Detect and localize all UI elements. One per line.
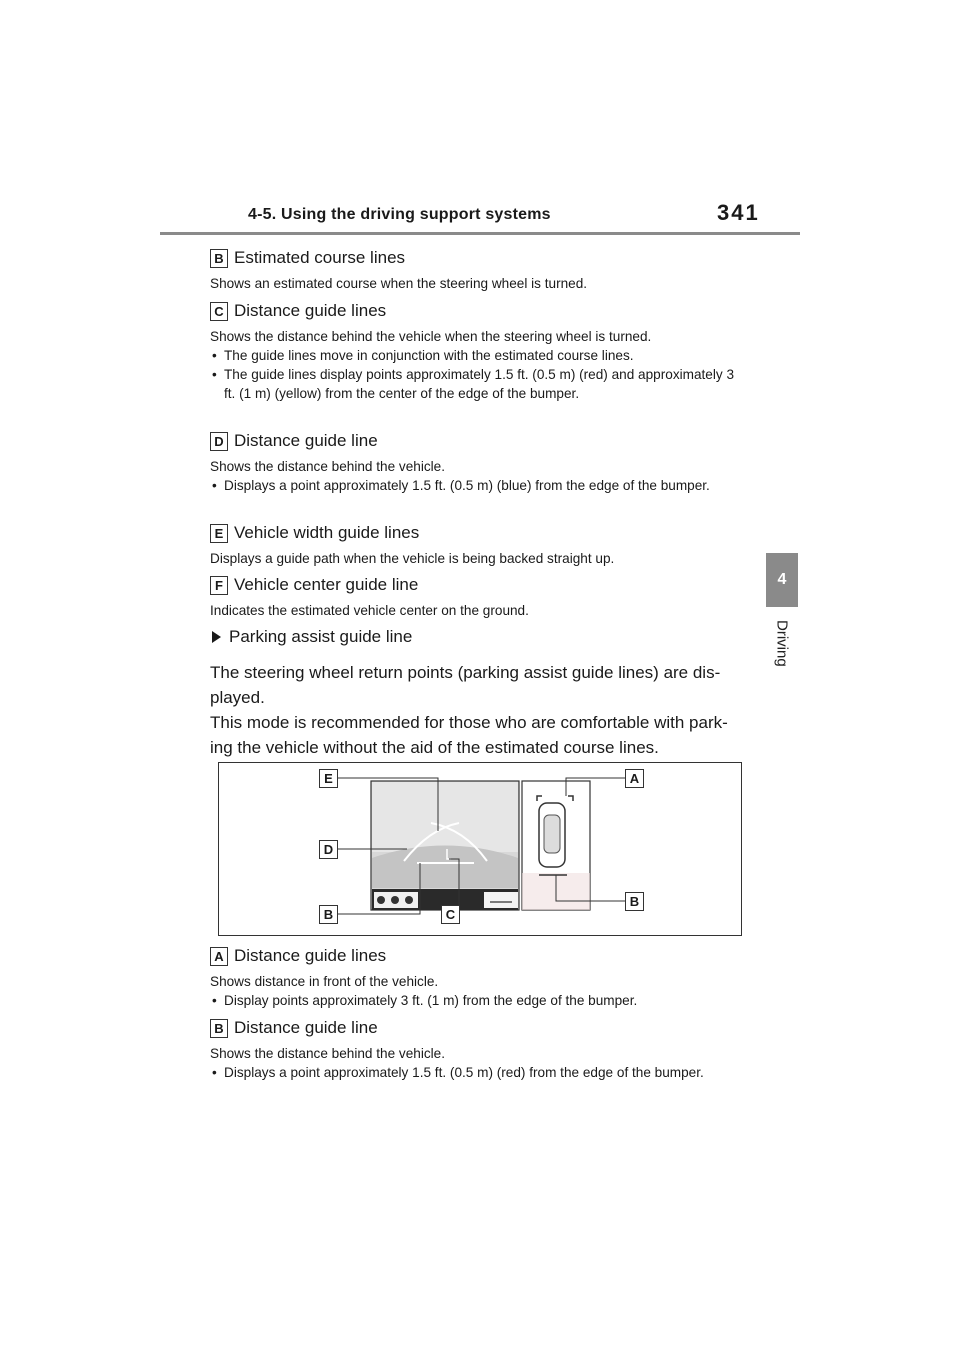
chapter-label: Driving <box>773 620 791 667</box>
letter-badge: D <box>210 432 228 451</box>
letter-badge: A <box>210 947 228 966</box>
item-distance-guide-lines-a <box>210 946 750 1010</box>
item-vehicle-width-guide-lines <box>210 523 750 568</box>
item-title: Distance guide line <box>234 1018 378 1037</box>
toolbar-icon-2 <box>391 896 399 904</box>
toolbar-icon-3 <box>405 896 413 904</box>
paragraph <box>210 660 750 710</box>
item-description: Shows distance in front of the vehicle. <box>210 974 439 989</box>
chapter-tab <box>766 553 798 607</box>
arrow-bullet-icon <box>212 631 221 643</box>
paragraph-line: This mode is recommended for those who are comfortable with park- <box>210 713 728 732</box>
callout-a: A <box>625 769 644 788</box>
paragraph-line: played. <box>210 688 265 707</box>
item-description: Shows the distance behind the vehicle. <box>210 1046 446 1061</box>
item-description: Shows the distance behind the vehicle when the steering wheel is turned. <box>210 329 652 344</box>
letter-badge: B <box>210 1019 228 1038</box>
letter-badge: F <box>210 576 228 595</box>
item-title: Estimated course lines <box>234 248 406 267</box>
item-title: Distance guide lines <box>234 946 387 965</box>
figure-illustration <box>219 763 741 935</box>
item-title: Vehicle center guide line <box>234 575 419 594</box>
callout-c: C <box>441 905 460 924</box>
section-title: 4-5. Using the driving support systems <box>248 206 551 223</box>
letter-badge: C <box>210 302 228 321</box>
toolbar-icon-1 <box>377 896 385 904</box>
item-description: Indicates the estimated vehicle center on the ground. <box>210 603 529 618</box>
callout-b-right: B <box>625 892 644 911</box>
callout-b: B <box>319 905 338 924</box>
item-estimated-course-lines <box>210 248 750 293</box>
item-vehicle-center-guide-line <box>210 575 750 620</box>
item-distance-guide-lines <box>210 301 750 403</box>
item-title: Vehicle width guide lines <box>234 523 420 542</box>
item-distance-guide-line-d <box>210 431 750 495</box>
bullet-item: • Display points approximately 3 ft. (1 m) from the edge of the bumper. <box>210 991 750 1010</box>
item-description: Shows an estimated course when the steering wheel is turned. <box>210 276 588 291</box>
callout-d: D <box>319 840 338 859</box>
chapter-number: 4 <box>777 571 787 588</box>
parking-assist-figure <box>218 762 742 936</box>
bullet-item: • The guide lines display points approximately 1.5 ft. (0.5 m) (red) and approximately 3 ft. (1 m) (yellow) from the center of the edge of the bumper. <box>210 365 744 403</box>
page-number: 341 <box>717 200 760 225</box>
section-heading-text: Parking assist guide line <box>229 627 413 646</box>
letter-badge: B <box>210 249 228 268</box>
item-distance-guide-line-b <box>210 1018 750 1082</box>
item-description: Shows the distance behind the vehicle. <box>210 459 446 474</box>
paragraph-line: The steering wheel return points (parking assist guide lines) are dis- <box>210 663 721 682</box>
item-title: Distance guide lines <box>234 301 387 320</box>
item-title: Distance guide line <box>234 431 378 450</box>
letter-badge: E <box>210 524 228 543</box>
vehicle-cabin <box>544 815 560 853</box>
paragraph-line: ing the vehicle without the aid of the estimated course lines. <box>210 738 659 757</box>
camera-view-sky <box>372 782 518 852</box>
bullet-item: • The guide lines move in conjunction with the estimated course lines. <box>210 346 750 365</box>
toolbar-button <box>484 892 518 908</box>
item-description: Displays a guide path when the vehicle is being backed straight up. <box>210 551 615 566</box>
camera-view-ground <box>372 846 518 889</box>
section-heading <box>212 627 412 647</box>
bullet-item: • Displays a point approximately 1.5 ft. (0.5 m) (blue) from the edge of the bumper. <box>210 476 744 495</box>
paragraph <box>210 710 750 760</box>
callout-e: E <box>319 769 338 788</box>
header-rule <box>160 232 800 235</box>
bullet-item: • Displays a point approximately 1.5 ft. (0.5 m) (red) from the edge of the bumper. <box>210 1063 744 1082</box>
